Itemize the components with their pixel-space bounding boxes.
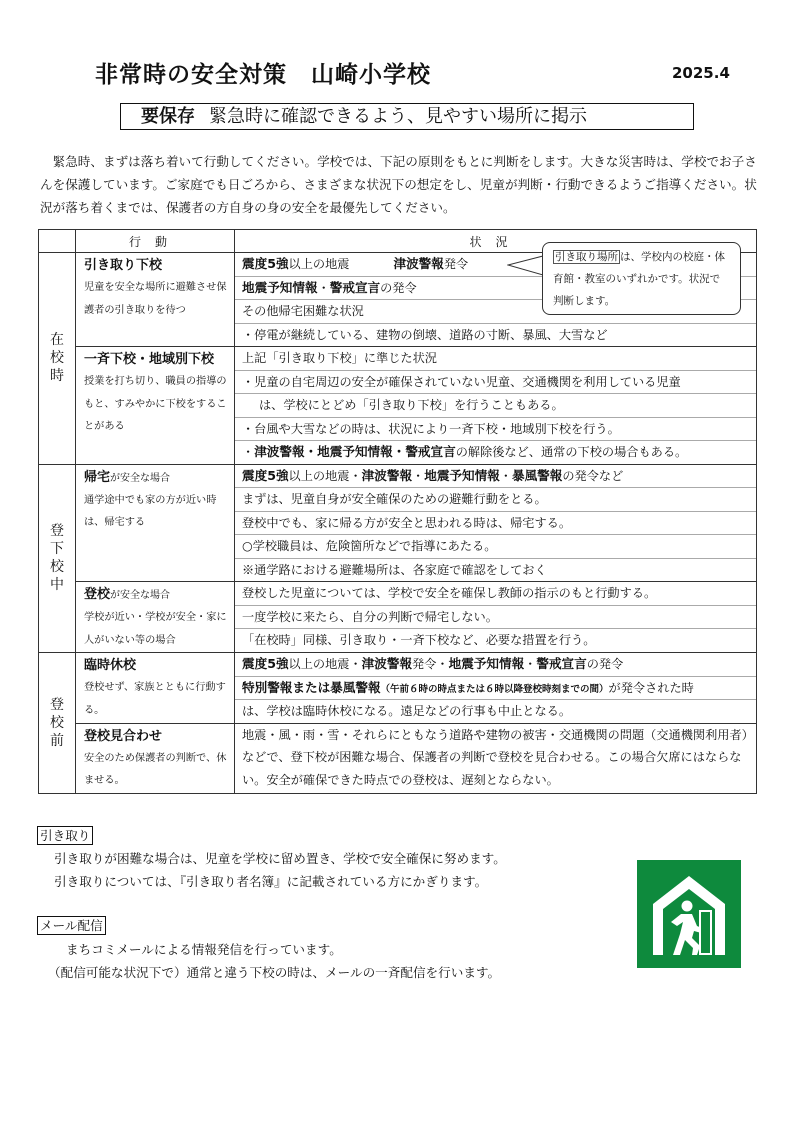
- action-hikitori: [76, 253, 235, 347]
- situation-line: 震度5強以上の地震・津波警報発令・地震予知情報・警戒宣言の発令: [235, 653, 756, 677]
- page-title: 非常時の安全対策 山崎小学校: [95, 62, 431, 88]
- situation-kitaku: [235, 464, 757, 582]
- action-miawase: [76, 723, 235, 793]
- situation-line: その他帰宅困難な状況: [235, 300, 756, 324]
- situation-line: ・児童の自宅周辺の安全が確保されていない児童、交通機関を利用している児童: [235, 371, 756, 395]
- action-kitaku: [76, 464, 235, 582]
- header-blank: [39, 230, 76, 253]
- action-desc: 学校が近い・学校が安全・家に人がいない等の場合: [84, 612, 227, 646]
- header-situation: 状況: [235, 230, 757, 253]
- action-desc: 通学途中でも家の方が近い時は、帰宅する: [84, 494, 217, 528]
- situation-line: 「在校時」同様、引き取り・一斉下校など、必要な措置を行う。: [242, 633, 596, 647]
- phase-before-school: 登校前: [39, 653, 76, 794]
- situation-issei: [235, 347, 757, 465]
- keep-notice-box: [120, 103, 694, 130]
- action-title: 臨時休校: [84, 658, 137, 673]
- situation-line: 上記「引き取り下校」に準じた状況: [235, 347, 756, 371]
- table-row: [39, 723, 757, 793]
- action-desc: 児童を安全な場所に避難させ保護者の引き取りを待つ: [84, 282, 227, 316]
- situation-line: 登校中でも、家に帰る方が安全と思われる時は、帰宅する。: [235, 512, 756, 536]
- situation-line: ・停電が継続している、建物の倒壊、道路の寸断、暴風、大雪など: [242, 327, 608, 342]
- callout-place: 引き取り場所: [555, 251, 618, 263]
- situation-line: 地震予知情報・警戒宣言の発令: [235, 277, 756, 301]
- section-line: 引き取りが困難な場合は、児童を学校に留め置き、学校で安全確保に努めます。: [54, 851, 506, 866]
- table-row: [39, 653, 757, 724]
- situation-line: ・台風や大雪などの時は、状況により一斉下校・地域別下校を行う。: [235, 418, 756, 442]
- section-line: （配信可能な状況下で）通常と違う下校の時は、メールの一斉配信を行います。: [48, 965, 501, 980]
- situation-line: 一度学校に来たら、自分の判断で帰宅しない。: [235, 606, 756, 630]
- action-title: 引き取り下校: [84, 258, 163, 273]
- situation-line: 特別警報または暴風警報（午前６時の時点または６時以降登校時刻までの間）が発令された時: [235, 677, 756, 701]
- situation-line: は、学校は臨時休校になる。遠足などの行事も中止となる。: [242, 704, 572, 718]
- situation-line: 震度5強以上の地震・津波警報・地震予知情報・暴風警報の発令など: [235, 465, 756, 489]
- action-rinji: [76, 653, 235, 724]
- action-issei: [76, 347, 235, 465]
- pickup-place-callout: [542, 242, 741, 315]
- situation-line: ○学校職員は、危険箇所などで指導にあたる。: [235, 535, 756, 559]
- situation-line: 地震・風・雨・雪・それらにともなう道路や建物の被害・交通機関の問題（交通機関利用者）などで、登下校が困難な場合、保護者の判断で登校を見合わせる。この場合欠席にはならない。安全が確保できた時点での登校は、遅刻とならない。: [242, 727, 754, 787]
- callout-tail: [507, 255, 545, 277]
- situation-line: ※通学路における避難場所は、各家庭で確認をしておく: [242, 562, 547, 577]
- intro-paragraph: 緊急時、まずは落ち着いて行動してください。学校では、下記の原則をもとに判断をします。大きな災害時は、学校でお子さんを保護しています。ご家庭でも日ごろから、さまざまな状況下の想定をし、児童が判断・行動できるようご指導ください。状況が落ち着くまでは、保護者の方自身の身の安全を最優先してください。: [40, 154, 757, 215]
- emergency-exit-icon: [637, 860, 741, 968]
- action-desc: 登校せず、家族とともに行動する。: [84, 682, 226, 716]
- phase-at-school: 在校時: [39, 253, 76, 465]
- situation-line: は、学校にとどめ「引き取り下校」を行うこともある。: [235, 394, 756, 418]
- table-row: [39, 582, 757, 653]
- table-row: [39, 347, 757, 465]
- situation-line: ・津波警報・地震予知情報・警戒宣言の解除後など、通常の下校の場合もある。: [242, 444, 688, 459]
- keep-notice-text: 緊急時に確認できるよう、見やすい場所に掲示: [209, 106, 587, 127]
- action-title: 登校見合わせ: [84, 728, 163, 744]
- phase-commuting: 登下校中: [39, 464, 76, 653]
- situation-toukou: [235, 582, 757, 653]
- situation-line: 震度5強以上の地震 津波警報発令: [235, 253, 756, 277]
- header-action: 行動: [76, 230, 235, 253]
- issue-date: 2025.4: [672, 64, 730, 82]
- action-desc: 授業を打ち切り、職員の指導のもと、すみやかに下校をすることがある: [84, 376, 227, 432]
- table-row: [39, 464, 757, 582]
- section-line: 引き取りについては、『引き取り者名簿』に記載されている方にかぎります。: [54, 874, 488, 889]
- situation-rinji: [235, 653, 757, 724]
- action-desc: 安全のため保護者の判断で、休ませる。: [84, 752, 227, 786]
- keep-notice-strong: 要保存: [141, 106, 195, 127]
- action-title: 一斉下校・地域別下校: [84, 352, 215, 367]
- situation-miawase: [235, 723, 757, 793]
- callout-text: は、学校内の校庭・体育館・教室のいずれかです。状況で判断します。: [553, 251, 725, 307]
- action-title: 帰宅が安全な場合: [84, 469, 171, 485]
- action-toukou: [76, 582, 235, 653]
- section-label-hikitori: 引き取り: [37, 826, 93, 845]
- situation-line: 登校した児童については、学校で安全を確保し教師の指示のもと行動する。: [235, 582, 756, 606]
- situation-line: まずは、児童自身が安全確保のための避難行動をとる。: [235, 488, 756, 512]
- section-label-mail: メール配信: [37, 916, 106, 935]
- action-title: 登校が安全な場合: [84, 587, 171, 602]
- section-line: まちコミメールによる情報発信を行っています。: [66, 942, 342, 957]
